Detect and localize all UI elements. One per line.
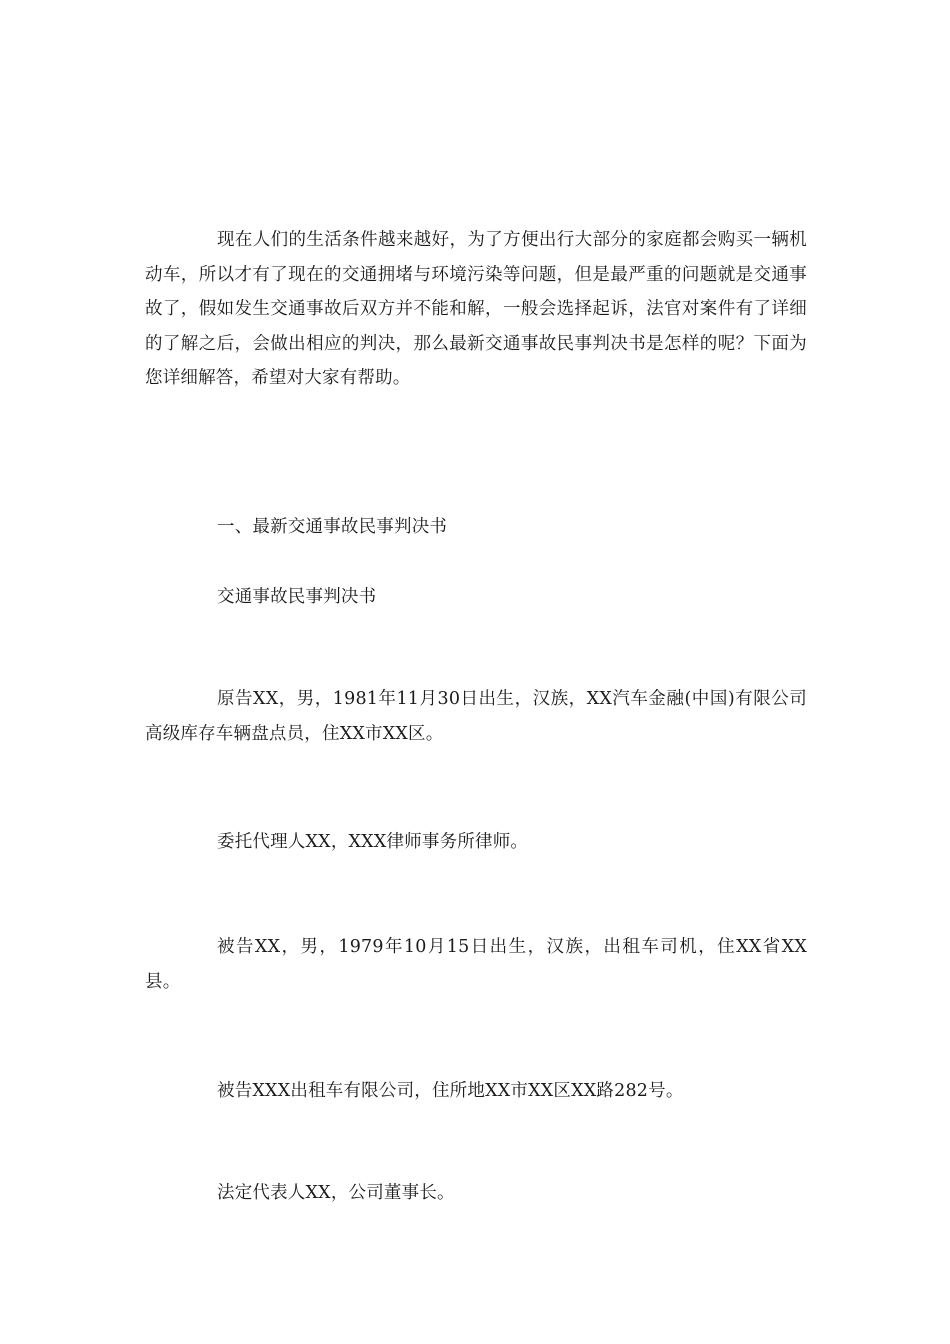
defendant-company-paragraph: 被告XXX出租车有限公司，住所地XX市XX区XX路282号。 [217, 1081, 684, 1101]
agent-paragraph: 委托代理人XX，XXX律师事务所律师。 [217, 832, 529, 852]
plaintiff-paragraph: 原告XX，男，1981年11月30日出生，汉族，XX汽车金融(中国)有限公司高级库存车辆盘点员，住XX市XX区。 [145, 689, 807, 744]
document-title: 交通事故民事判决书 [217, 587, 377, 607]
section-heading: 一、最新交通事故民事判决书 [217, 517, 448, 537]
legal-representative-paragraph: 法定代表人XX，公司董事长。 [217, 1183, 455, 1203]
intro-paragraph: 现在人们的生活条件越来越好，为了方便出行大部分的家庭都会购买一辆机动车，所以才有了现在的交通拥堵与环境污染等问题，但是最严重的问题就是交通事故了，假如发生交通事故后双方并不能和解，一般会选择起诉，法官对案件有了详细的了解之后，会做出相应的判决，那么最新交通事故民事判决书是怎样的呢？下面为您详细解答，希望对大家有帮助。 [145, 230, 807, 388]
defendant-paragraph: 被告XX，男，1979年10月15日出生，汉族，出租车司机，住XX省XX县。 [145, 937, 807, 992]
